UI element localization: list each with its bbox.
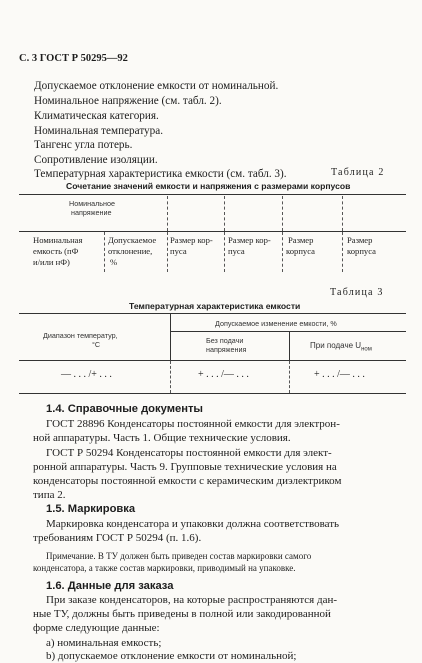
body-line: конденсаторы постоянной емкости с керамическим диэлектриком: [33, 475, 342, 487]
size-cell: корпуса: [286, 246, 315, 256]
table3-cell: + . . . /— . . .: [198, 369, 249, 380]
table3-label: Таблица 3: [330, 287, 384, 298]
note-line: конденсатора, а также состав маркировки, приводимый на упаковке.: [33, 563, 296, 573]
list-item: Номинальное напряжение (см. табл. 2).: [34, 95, 222, 107]
tolerance-label: отклонение,: [108, 246, 153, 256]
table3-cell: — . . . /+ . . .: [61, 369, 112, 380]
table2-divider: [167, 196, 168, 231]
section-title: 1.6. Данные для заказа: [46, 580, 174, 592]
temperature-range-label: °С: [92, 340, 101, 349]
table2-divider: [104, 232, 105, 272]
table3-bottom-rule: [19, 393, 406, 394]
size-cell: Размер: [347, 235, 373, 245]
temperature-range-label: Диапазон температур,: [43, 331, 118, 340]
size-cell: корпуса: [347, 246, 376, 256]
list-item: Температурная характеристика емкости (см. табл. 3).: [34, 168, 287, 180]
table2-divider: [342, 196, 343, 231]
table2-top-rule: [19, 194, 406, 195]
table3-divider: [170, 314, 171, 360]
table3-divider: [289, 361, 290, 393]
table2-divider: [224, 232, 225, 272]
page-header: С. 3 ГОСТ Р 50295—92: [19, 53, 128, 64]
table2-divider: [342, 232, 343, 272]
size-cell: Размер кор-: [228, 235, 271, 245]
body-line: ные ТУ, должны быть приведены в полной или закодированной: [33, 608, 331, 620]
table2-divider: [282, 232, 283, 272]
body-line: b) допускаемое отклонение емкости от номинальной;: [46, 650, 297, 662]
capacitance-label: Номинальная: [33, 235, 83, 245]
capacitance-change-label: Допускаемое изменение емкости, %: [215, 319, 337, 328]
without-voltage-label: Без подачи: [206, 336, 244, 345]
body-line: форме следующие данные:: [33, 622, 160, 634]
list-item: Допускаемое отклонение емкости от номинальной.: [34, 80, 279, 92]
body-line: Маркировка конденсатора и упаковки должна соответствовать: [46, 518, 340, 530]
size-cell: Размер: [288, 235, 314, 245]
list-item: Сопротивление изоляции.: [34, 154, 158, 166]
table2-divider: [167, 232, 168, 272]
body-line: ГОСТ 28896 Конденсаторы постоянной емкости для электрон-: [46, 418, 340, 430]
list-item: Тангенс угла потерь.: [34, 139, 133, 151]
table2-rule: [19, 231, 406, 232]
tolerance-label: Допускаемое: [108, 235, 157, 245]
table2-caption: Сочетание значений емкости и напряжения с размерами корпусов: [66, 181, 351, 191]
table3-divider: [170, 361, 171, 393]
table2-divider: [282, 196, 283, 231]
list-item: Номинальная температура.: [34, 125, 164, 137]
section-title: 1.4. Справочные документы: [46, 403, 203, 415]
capacitance-label: емкость (пФ: [33, 246, 79, 256]
body-line: типа 2.: [33, 489, 66, 501]
table3-divider: [289, 332, 290, 360]
table3-caption: Температурная характеристика емкости: [129, 301, 301, 311]
list-item: Климатическая категория.: [34, 110, 159, 122]
table3-rule: [19, 360, 406, 361]
body-line: При заказе конденсаторов, на которые распространяются дан-: [46, 594, 338, 606]
section-title: 1.5. Маркировка: [46, 503, 136, 515]
size-cell: Размер кор-: [170, 235, 213, 245]
body-line: а) номинальная емкость;: [46, 637, 162, 649]
nominal-subscript: ном: [361, 346, 372, 353]
size-cell: пуса: [170, 246, 187, 256]
body-line: ной аппаратуры. Часть 1. Общие технические условия.: [33, 432, 291, 444]
without-voltage-label: напряжения: [206, 345, 247, 354]
nominal-voltage-label: Номинальное: [69, 199, 116, 208]
with-voltage-label: При подаче $U_{ном}$: [310, 341, 372, 353]
table3-top-rule: [19, 313, 406, 314]
body-line: ГОСТ Р 50294 Конденсаторы постоянной емкости для элект-: [46, 447, 332, 459]
body-line: требованиям ГОСТ Р 50294 (п. 1.6).: [33, 532, 202, 544]
size-cell: пуса: [228, 246, 245, 256]
capacitance-label: и/или нФ): [33, 257, 70, 267]
tolerance-label: %: [110, 257, 118, 267]
table3-cell: + . . . /— . . .: [314, 369, 365, 380]
nominal-voltage-label: напряжение: [71, 208, 112, 217]
table2-label: Таблица 2: [331, 167, 385, 178]
table2-divider: [224, 196, 225, 231]
note-line: Примечание. В ТУ должен быть приведен состав маркировки самого: [46, 551, 312, 561]
body-line: ронной аппаратуры. Часть 9. Групповые технические условия на: [33, 461, 337, 473]
